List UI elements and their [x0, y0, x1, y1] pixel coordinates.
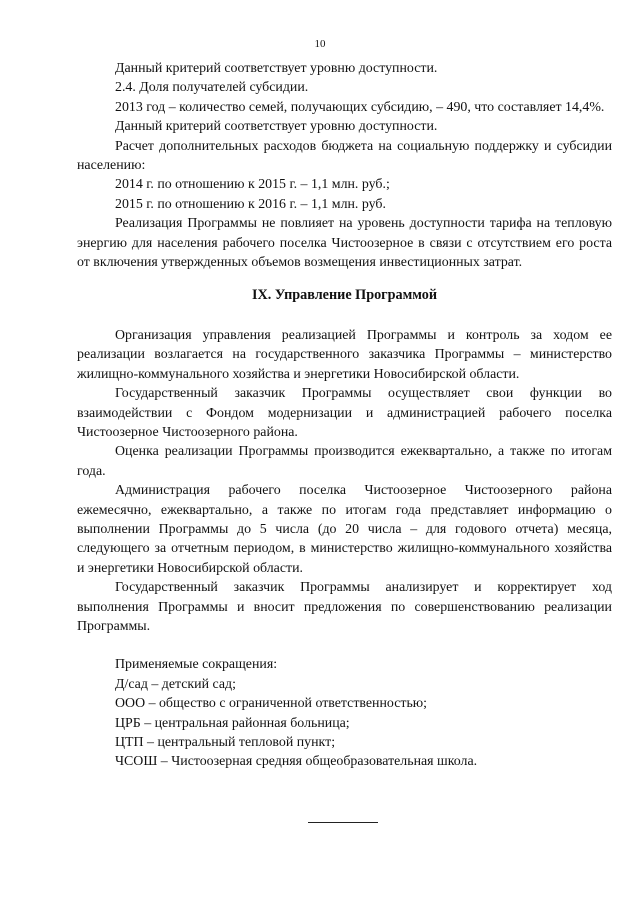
- paragraph-budget-2015: 2015 г. по отношению к 2016 г. – 1,1 млн. руб.: [115, 196, 386, 212]
- paragraph-criterion-1: Данный критерий соответствует уровню доступности.: [115, 61, 438, 76]
- abbreviation-item: ООО – общество с ограниченной ответственностью;: [115, 696, 428, 712]
- paragraph-tariff-impact: Реализация Программы не повлияет на уровень доступности тарифа на тепловую энергию для населения рабочего поселка Чистоозерное в связи с отсутствием его роста от включения утвержденных объемов возмещения инвестиционных затрат.: [77, 216, 612, 271]
- abbreviations-title: Применяемые сокращения:: [115, 657, 278, 673]
- paragraph-customer-functions: Государственный заказчик Программы осуществляет свои функции во взаимодействии с Фондом модернизации и администрацией рабочего поселка Чистоозерное Чистоозерного района.: [77, 386, 612, 440]
- paragraph-families-2013: 2013 год – количество семей, получающих субсидию, – 490, что составляет 14,4%.: [115, 99, 605, 115]
- spacer: [77, 636, 612, 655]
- paragraph-subsidy-share: 2.4. Доля получателей субсидии.: [115, 80, 309, 96]
- abbreviation-item: ЧСОШ – Чистоозерная средняя общеобразовательная школа.: [115, 754, 478, 770]
- paragraph-budget-calc: Расчет дополнительных расходов бюджета на социальную поддержку и субсидии населению:: [77, 138, 612, 174]
- paragraph-assessment: Оценка реализации Программы производится ежеквартально, а также по итогам года.: [77, 444, 612, 479]
- closing-divider: [308, 822, 378, 823]
- paragraph-budget-2014: 2014 г. по отношению к 2015 г. – 1,1 млн. руб.;: [115, 177, 390, 193]
- abbreviation-item: ЦРБ – центральная районная больница;: [115, 715, 350, 731]
- abbreviation-item: ЦТП – центральный тепловой пункт;: [115, 735, 336, 750]
- section-heading: IX. Управление Программой: [251, 287, 438, 304]
- document-body: [77, 59, 612, 772]
- paragraph-criterion-2: Данный критерий соответствует уровню доступности.: [115, 119, 438, 135]
- abbreviation-item: Д/сад – детский сад;: [115, 676, 236, 692]
- paragraph-reporting: Администрация рабочего поселка Чистоозерное Чистоозерного района ежемесячно, ежеквартально, а также по итогам года представляет информацию о выполнении Программы до 5 числа (до 20 числа – для годового отчета) месяца, следующего за отчетным периодом, в министерство жилищно-коммунального хозяйства и энергетики Новосибирской области.: [77, 483, 612, 576]
- paragraph-management: Организация управления реализацией Программы и контроль за ходом ее реализации возлагается на государственного заказчика Программы – министерство жилищно-коммунального хозяйства и энергетики Новосибирской области.: [77, 327, 612, 382]
- page-number: 10: [314, 38, 326, 50]
- paragraph-analysis: Государственный заказчик Программы анализирует и корректирует ход выполнения Программы и вносит предложения по совершенствованию реализации Программы.: [77, 580, 612, 634]
